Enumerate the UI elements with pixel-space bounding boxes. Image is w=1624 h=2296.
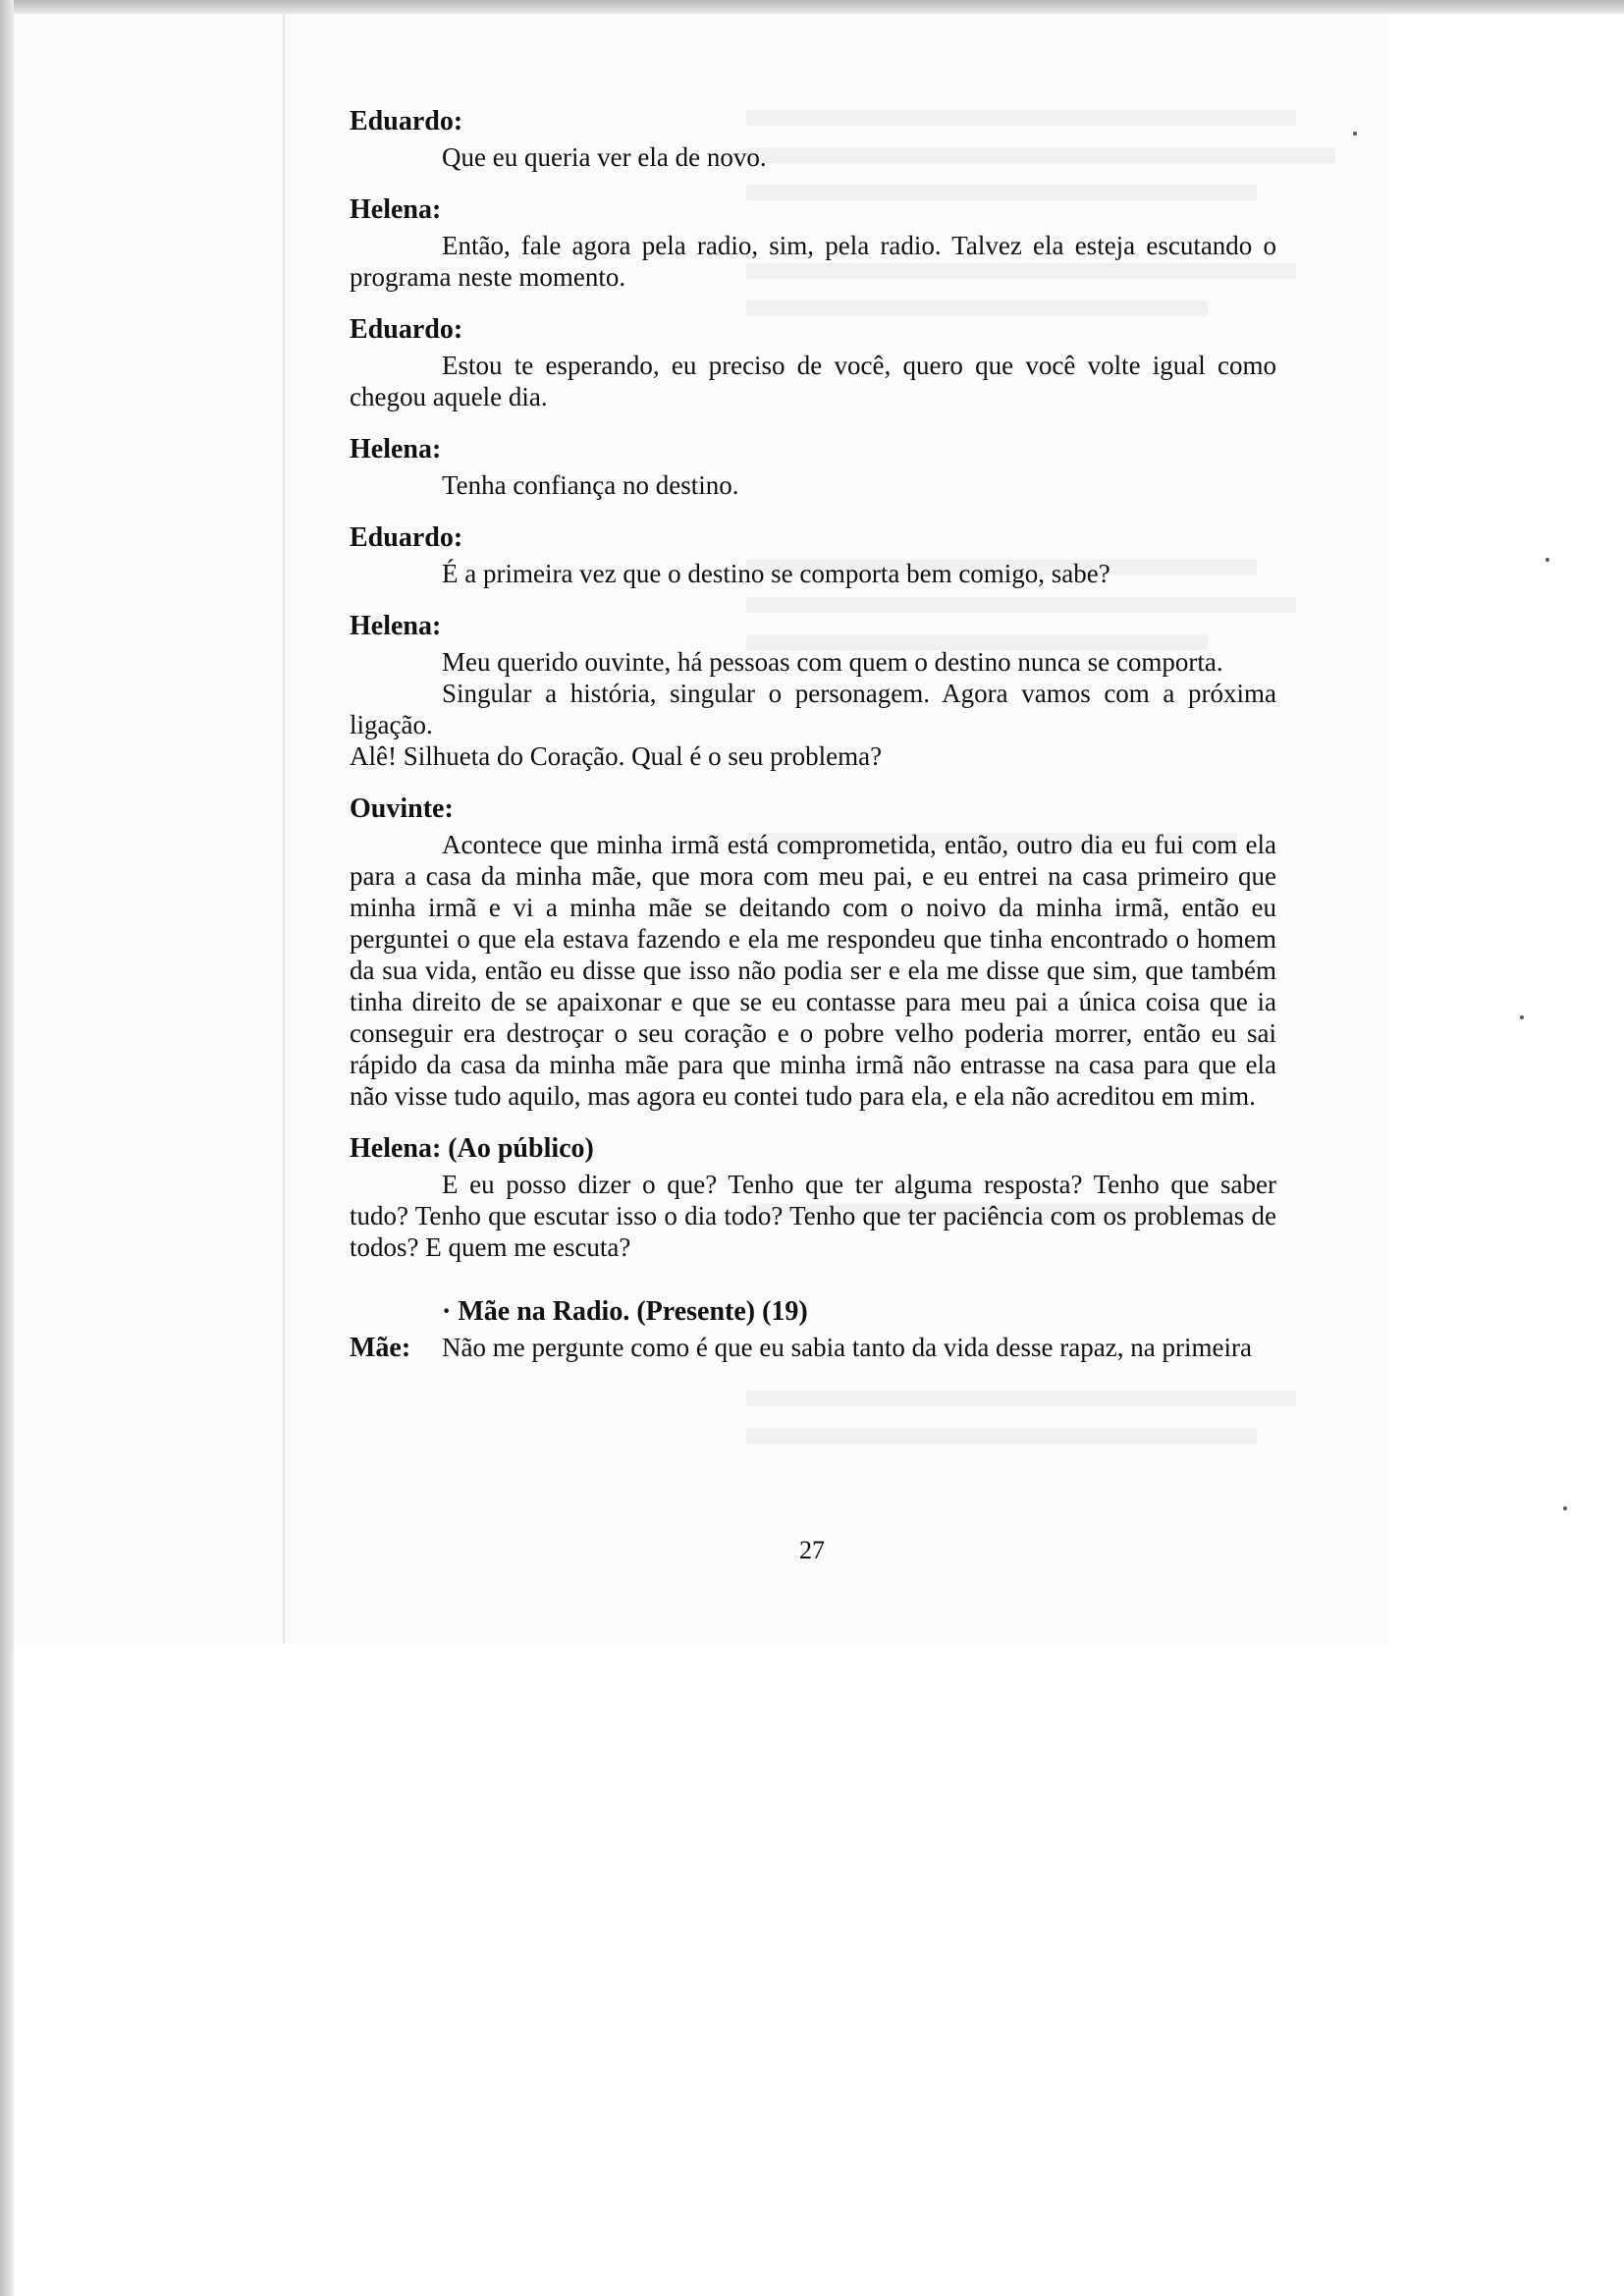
dialogue-block <box>350 106 1276 173</box>
dialogue-line: Não me pergunte como é que eu sabia tanto da vida desse rapaz, na primeira <box>442 1333 1252 1362</box>
speaker-name: Mãe: <box>350 1333 411 1363</box>
speaker-name: Ouvinte: <box>350 793 454 824</box>
speaker-name: Helena: <box>350 434 442 465</box>
dialogue-line: Meu querido ouvinte, há pessoas com quem o destino nunca se comporta. <box>442 647 1223 677</box>
dialogue-line: É a primeira vez que o destino se comporta bem comigo, sabe? <box>442 559 1110 588</box>
dialogue-block <box>350 194 1276 293</box>
scan-speck <box>1563 1506 1567 1510</box>
page-number: 27 <box>799 1536 825 1564</box>
dialogue-block <box>350 611 1276 772</box>
dialogue-line: Singular a história, singular o personagem. Agora vamos com a próxima ligação. <box>350 679 1276 739</box>
script-page-content <box>350 106 1276 1364</box>
bleed-through-mark <box>746 1391 1296 1406</box>
speaker-name: Eduardo: <box>350 106 463 137</box>
dialogue-line: Alê! Silhueta do Coração. Qual é o seu problema? <box>350 741 883 771</box>
dialogue-line: Estou te esperando, eu preciso de você, quero que você volte igual como chegou aquele dia. <box>350 351 1276 411</box>
dialogue-line: Que eu queria ver ela de novo. <box>442 142 767 172</box>
scan-shadow-left <box>0 0 14 2296</box>
speaker-name: Helena: <box>350 194 442 225</box>
dialogue-line: Acontece que minha irmã está comprometida, então, outro dia eu fui com ela para a casa da minha mãe, que mora com meu pai, e eu entrei na casa primeiro que minha irmã e vi a minha mãe se deitando com o noivo da minha irmã, então eu perguntei o que ela estava fazendo e ela me respondeu que tinha encontrado o homem da sua vida, então eu disse que isso não podia ser e ela me disse que sim, que também tinha direito de se apaixonar e que se eu contasse para meu pai a única coisa que ia conseguir era destroçar o seu coração e o pobre velho poderia morrer, então eu sai rápido da casa da minha mãe para que minha irmã não entrasse na casa para que ela não visse tudo aquilo, mas agora eu contei tudo para ela, e ela não acreditou em mim. <box>350 830 1276 1111</box>
speaker-name: Helena: (Ao público) <box>350 1133 594 1164</box>
speaker-name: Helena: <box>350 611 442 641</box>
scan-speck <box>1545 558 1549 562</box>
scan-shadow-top <box>0 0 1624 14</box>
dialogue-block <box>350 793 1276 1112</box>
dialogue-block <box>350 522 1276 589</box>
page-fold-line <box>283 14 285 1644</box>
dialogue-block <box>350 314 1276 412</box>
bleed-through-mark <box>746 1428 1257 1444</box>
scan-speck <box>1520 1015 1524 1019</box>
speaker-name: Eduardo: <box>350 314 463 345</box>
speaker-name: Eduardo: <box>350 522 463 553</box>
dialogue-line: Tenha confiança no destino. <box>442 470 739 500</box>
dialogue-line: E eu posso dizer o que? Tenho que ter alguma resposta? Tenho que saber tudo? Tenho que escutar isso o dia todo? Tenho que ter paciência com os problemas de todos? E quem me escuta? <box>350 1170 1276 1262</box>
dialogue-block <box>350 434 1276 501</box>
scene-heading: · Mãe na Radio. (Presente) (19) <box>442 1296 808 1327</box>
scan-speck <box>1353 132 1357 136</box>
dialogue-block <box>350 1332 1276 1364</box>
dialogue-line: Então, fale agora pela radio, sim, pela radio. Talvez ela esteja escutando o programa neste momento. <box>350 231 1276 292</box>
dialogue-block <box>350 1133 1276 1263</box>
